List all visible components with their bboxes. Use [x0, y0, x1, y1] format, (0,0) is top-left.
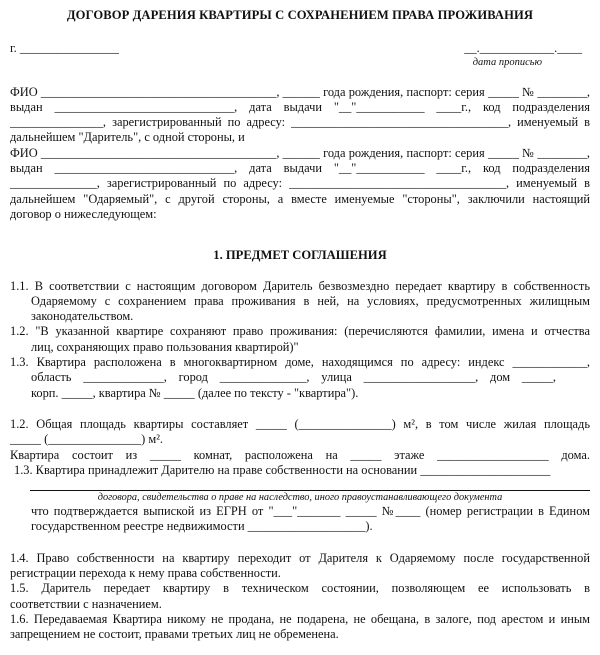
clause-line: 1.6. Передаваемая Квартира никому не продана, не подарена, не обещана, в залоге, под арестом и иным	[10, 611, 590, 626]
basis-caption: договора, свидетельства о праве на наследство, иного правоустанавливающего документа	[97, 492, 503, 504]
clause-line: Одаряемому с сохранением права проживания в ней, на условиях, предусмотренных жилищным	[31, 293, 590, 308]
party-recipient	[10, 146, 590, 222]
party-line: ФИО ______________________________________, ______ года рождения, паспорт: серия _____ № ________,	[10, 84, 590, 99]
party-donor	[10, 85, 590, 146]
party-line: _______________, зарегистрированный по адресу: ___________________________________, именуемый в	[10, 115, 590, 130]
egrn-statement	[10, 504, 590, 535]
document-title: ДОГОВОР ДАРЕНИЯ КВАРТИРЫ С СОХРАНЕНИЕМ ПРАВА ПРОЖИВАНИЯ	[66, 8, 534, 22]
party-line: договор о нижеследующем:	[10, 206, 157, 221]
clause-1-1	[10, 279, 590, 325]
clause-line: 1.3. Квартира расположена в многоквартирном доме, находящимся по адресу: индекс ____________,	[10, 355, 590, 370]
rooms-line: Квартира состоит из _____ комнат, расположена на _____ этаже __________________ дома.	[10, 447, 590, 462]
clause-line: запрещением не состоит, правами третьих лиц не обременена.	[10, 627, 339, 642]
place-date-row	[10, 41, 590, 56]
clause-line: регистрации перехода к нему права собственности.	[10, 566, 281, 581]
clause-line: государственном реестре недвижимости ___________________).	[31, 519, 373, 534]
party-line: выдан _____________________________, дата выдачи "__"___________ ____г., код подразделения	[10, 99, 590, 114]
party-line: дальнейшем "Одаряемый", с другой стороны, а вместе именуемые "стороны", заключили настоящий	[10, 191, 590, 206]
clause-line: законодательством.	[31, 309, 134, 324]
clause-1-2	[10, 324, 590, 355]
clause-line: 1.2. Общая площадь квартиры составляет _____ (_______________) м², в том числе жилая площадь	[10, 416, 590, 431]
clause-1-5	[10, 581, 590, 612]
party-line: дальнейшем "Даритель", с одной стороны, и	[10, 130, 245, 145]
clause-line: лиц, сохраняющих право пользования квартирой)"	[31, 339, 299, 354]
clause-line: 1.2. "В указанной квартире сохраняют право проживания: (перечисляются фамилии, имена и отчества	[10, 324, 590, 339]
clause-1-4	[10, 551, 590, 582]
clause-1-3b: 1.3. Квартира принадлежит Дарителю на праве собственности на основании _____________________	[14, 462, 551, 477]
clause-1-3	[10, 355, 590, 401]
clause-1-2b	[10, 417, 590, 448]
party-line: выдан _____________________________, дата выдачи "__"___________ ____г., код подразделения	[10, 161, 590, 176]
clause-line: 1.5. Даритель передает квартиру в техническом состоянии, позволяющем ее использовать в	[10, 581, 590, 596]
date-caption: дата прописью	[472, 56, 542, 68]
city-field[interactable]: г. ________________	[10, 41, 120, 56]
date-field[interactable]: __.____________.____	[464, 41, 582, 56]
clause-line: _____ (_______________) м².	[10, 432, 164, 447]
clause-line: 1.1. В соответствии с настоящим договором Даритель безвозмездно передает квартиру в собственность	[10, 278, 590, 293]
clause-1-6	[10, 612, 590, 643]
party-line: ФИО ______________________________________, ______ года рождения, паспорт: серия _____ № ________,	[10, 145, 590, 160]
section-title: 1. ПРЕДМЕТ СОГЛАШЕНИЯ	[213, 248, 387, 263]
party-line: ______________, зарегистрированный по адресу: ___________________________________, именуемый в	[10, 176, 590, 191]
clause-line: 1.4. Право собственности на квартиру переходит от Дарителя к Одаряемому после государственной	[10, 550, 590, 565]
clause-line: корп. _____, квартира № _____ (далее по тексту - "квартира").	[31, 385, 359, 400]
clause-line: что подтверждается выпиской из ЕГРН от "___"_______ _____ №____ (номер регистрации в Едином	[31, 504, 590, 519]
clause-line: область _____________, город ______________, улица __________________, дом _____,	[31, 370, 556, 385]
clause-line: соответствии с назначением.	[10, 596, 162, 611]
